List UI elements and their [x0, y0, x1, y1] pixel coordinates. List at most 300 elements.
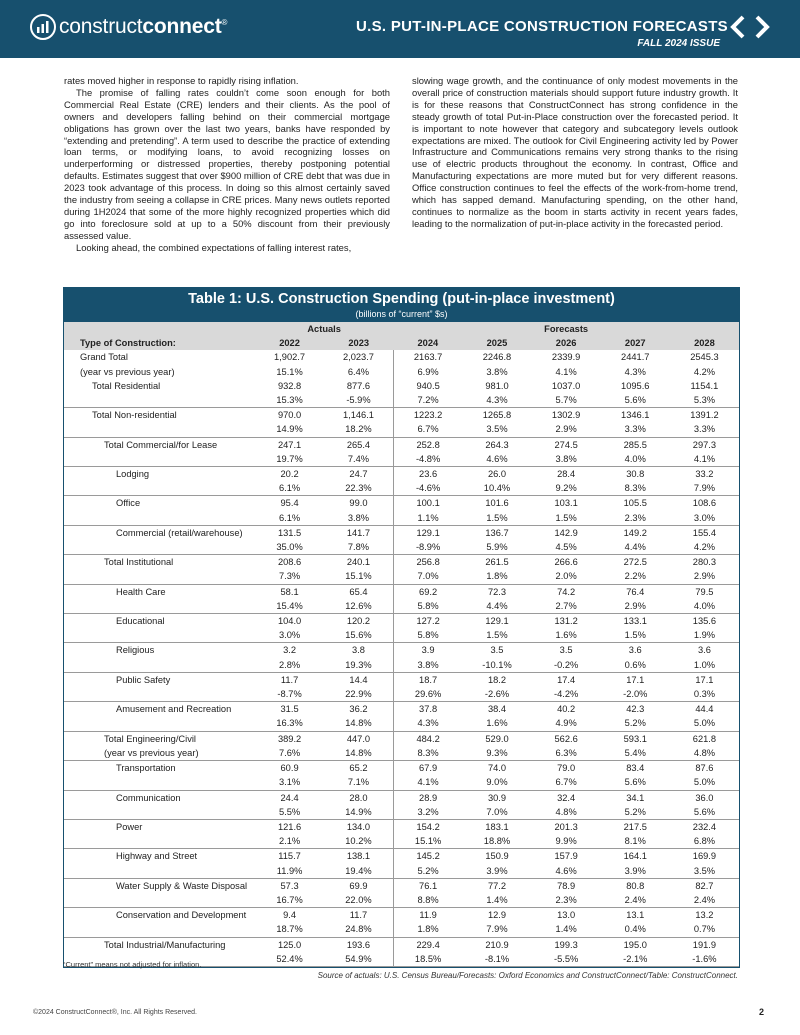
pct-cell: 7.1%: [324, 775, 393, 790]
type-header: Type of Construction:: [64, 336, 255, 350]
value-cell: 24.4: [280, 792, 299, 803]
pct-cell: 3.8%: [393, 658, 462, 673]
value-cell: 2339.9: [551, 352, 581, 363]
value-cell: 24.7: [349, 469, 368, 480]
value-cell: 11.7: [280, 674, 299, 685]
pct-cell: -4.8%: [393, 452, 462, 467]
table-row: [64, 819, 739, 834]
value-cell: 3.6: [628, 645, 642, 656]
pct-cell: 2.3%: [532, 893, 601, 908]
row-label: Lodging: [116, 469, 150, 480]
pct-cell: -1.6%: [670, 952, 739, 967]
pct-cell: 12.6%: [324, 599, 393, 614]
table-row-pct: [64, 365, 739, 379]
table-row-pct: [64, 864, 739, 879]
pct-cell: -4.6%: [393, 481, 462, 496]
value-cell: 28.9: [393, 790, 462, 805]
table-row: [64, 790, 739, 805]
value-cell: 77.2: [487, 880, 507, 891]
value-cell: 3.9: [393, 643, 462, 658]
pct-cell: 1.8%: [462, 569, 531, 584]
table-row-pct: [64, 805, 739, 820]
pct-cell: 1.5%: [462, 511, 531, 526]
row-sublabel: [64, 922, 255, 937]
value-cell: 30.9: [487, 792, 507, 803]
pct-cell: -4.2%: [532, 687, 601, 702]
table-row-pct: [64, 658, 739, 673]
pct-cell: 15.1%: [276, 366, 303, 377]
year-header: 2023: [324, 336, 393, 350]
value-cell: 217.5: [623, 821, 647, 832]
inflation-note: “Current” means not adjusted for inflation.: [63, 960, 202, 969]
table-row-pct: [64, 893, 739, 908]
table-row: [64, 908, 739, 923]
value-cell: 274.5: [554, 439, 578, 450]
value-cell: 32.4: [557, 792, 576, 803]
value-cell: 2545.3: [690, 352, 719, 363]
value-cell: 74.2: [557, 586, 576, 597]
table-row-pct: [64, 569, 739, 584]
table-row-pct: [64, 481, 739, 496]
row-label: Amusement and Recreation: [116, 704, 232, 715]
row-sublabel: [64, 599, 255, 614]
value-cell: 201.3: [554, 821, 578, 832]
pct-cell: 3.0%: [255, 628, 324, 643]
value-cell: 195.0: [623, 939, 647, 950]
table-row: [64, 937, 739, 952]
value-cell: 529.0: [485, 733, 509, 744]
value-cell: 79.5: [695, 586, 714, 597]
pct-cell: 3.8%: [532, 452, 601, 467]
table-row: [64, 702, 739, 717]
pct-cell: 5.3%: [670, 393, 739, 408]
value-cell: 154.2: [393, 819, 462, 834]
pct-cell: 16.7%: [255, 893, 324, 908]
value-cell: 208.6: [277, 557, 302, 568]
value-cell: 134.0: [346, 821, 371, 832]
row-label: Water Supply & Waste Disposal: [116, 880, 248, 891]
pct-cell: 3.3%: [601, 422, 670, 437]
pct-cell: 2.2%: [601, 569, 670, 584]
value-cell: 1346.1: [621, 410, 650, 421]
value-cell: 135.6: [692, 616, 717, 627]
value-cell: 76.4: [626, 586, 645, 597]
pct-cell: 5.5%: [255, 805, 324, 820]
page-header: [0, 0, 800, 58]
value-cell: 13.1: [626, 910, 645, 921]
pct-cell: 2.0%: [532, 569, 601, 584]
pct-cell: 3.2%: [393, 805, 462, 820]
pct-cell: 0.6%: [601, 658, 670, 673]
row-label: Religious: [116, 645, 155, 656]
value-cell: 155.4: [692, 527, 717, 538]
value-cell: 877.6: [346, 380, 371, 391]
forecasts-header: Forecasts: [393, 322, 739, 336]
chevron-right-icon[interactable]: [751, 14, 773, 40]
pct-cell: 7.9%: [670, 481, 739, 496]
pct-cell: 1.8%: [393, 922, 462, 937]
pct-cell: 6.1%: [255, 511, 324, 526]
value-cell: 1223.2: [393, 408, 462, 423]
value-cell: 265.4: [346, 439, 371, 450]
value-cell: 3.5: [490, 645, 504, 656]
table-row: [64, 614, 739, 629]
value-cell: 264.3: [485, 439, 509, 450]
value-cell: 247.1: [277, 439, 302, 450]
pct-cell: 1.1%: [393, 511, 462, 526]
pct-cell: 19.7%: [255, 452, 324, 467]
pct-cell: 8.1%: [601, 834, 670, 849]
group-header-row: [64, 322, 739, 336]
value-cell: 74.0: [487, 763, 507, 774]
value-cell: 100.1: [393, 496, 462, 511]
pct-cell: 15.6%: [324, 628, 393, 643]
constructconnect-logo[interactable]: [30, 14, 227, 40]
pct-cell: 11.9%: [255, 864, 324, 879]
pct-cell: 8.3%: [601, 481, 670, 496]
pct-cell: -10.1%: [462, 658, 531, 673]
data-table: [64, 322, 739, 967]
value-cell: 87.6: [695, 763, 714, 774]
value-cell: 28.4: [557, 469, 576, 480]
table-row-pct: [64, 687, 739, 702]
table-row: [64, 761, 739, 776]
pct-cell: 4.6%: [532, 864, 601, 879]
pct-cell: 5.9%: [462, 540, 531, 555]
value-cell: 1037.0: [551, 380, 581, 391]
pct-cell: 6.1%: [255, 481, 324, 496]
value-cell: 80.8: [626, 880, 645, 891]
paragraph: The promise of falling rates couldn’t come soon enough for both Commercial Real Estate (CRE) lenders and their clients. As the pool of owners and developers falling behind on their commercial mortgage obligations has grown over the last two years, banks have responded by “extending and pretending”. A term used to describe the practice of extending loan terms, or modifying loans, to avoid recognizing losses on underperforming or distressed properties, thereby postponing potential defaults. Estimates suggest that over $900 million of CRE debt that was due in 2023 took advantage of this process. In doing so this almost certainly saved the industry from seeing a collapse in CRE prices. Many news outlets reported during 1H2024 that some of the more highly recognized properties which did go into foreclosure sold at up to a 50% discount from their previously assessed value.: [64, 86, 390, 241]
pct-cell: -5.5%: [532, 952, 601, 967]
pct-cell: 1.5%: [462, 628, 531, 643]
value-cell: 164.1: [623, 851, 647, 862]
pct-cell: -5.9%: [324, 393, 393, 408]
table-row: [64, 878, 739, 893]
row-sublabel: [64, 422, 255, 437]
value-cell: 101.6: [485, 498, 509, 509]
row-sublabel: [64, 864, 255, 879]
row-label: Total Industrial/Manufacturing: [104, 939, 226, 950]
pct-cell: -2.6%: [462, 687, 531, 702]
table-row: [64, 555, 739, 570]
value-cell: 621.8: [692, 733, 717, 744]
pct-cell: 4.3%: [393, 716, 462, 731]
pct-cell: 1.6%: [532, 628, 601, 643]
value-cell: 199.3: [554, 939, 578, 950]
pct-cell: 5.8%: [393, 628, 462, 643]
row-sublabel: [64, 716, 255, 731]
pct-cell: 0.4%: [601, 922, 670, 937]
row-sublabel: [64, 893, 255, 908]
pct-cell: 2.1%: [255, 834, 324, 849]
value-cell: 11.9: [393, 908, 462, 923]
row-sublabel: [64, 540, 255, 555]
pct-cell: 10.4%: [462, 481, 531, 496]
pct-cell: 19.4%: [324, 864, 393, 879]
pct-cell: 8.3%: [393, 746, 462, 761]
pct-cell: 18.7%: [255, 922, 324, 937]
value-cell: 34.1: [626, 792, 645, 803]
value-cell: 193.6: [346, 939, 371, 950]
pct-cell: 3.9%: [601, 864, 670, 879]
pct-cell: 4.1%: [555, 366, 577, 377]
pct-cell: 9.9%: [532, 834, 601, 849]
pct-cell: 7.4%: [324, 452, 393, 467]
pct-cell: 1.9%: [670, 628, 739, 643]
body-text: [64, 75, 738, 254]
table-row: [64, 408, 739, 423]
table-row: [64, 379, 739, 393]
value-cell: 20.2: [280, 469, 299, 480]
row-sublabel: [64, 805, 255, 820]
value-cell: 69.2: [393, 584, 462, 599]
pct-cell: 2.9%: [532, 422, 601, 437]
value-cell: 37.8: [393, 702, 462, 717]
row-label: Power: [116, 821, 143, 832]
row-label: Total Institutional: [104, 557, 174, 568]
value-cell: 1265.8: [482, 410, 512, 421]
year-header: 2024: [393, 336, 462, 350]
pct-cell: 6.7%: [393, 422, 462, 437]
pct-cell: 4.6%: [462, 452, 531, 467]
value-cell: 65.4: [349, 586, 368, 597]
value-cell: 120.2: [346, 616, 371, 627]
value-cell: 95.4: [280, 498, 299, 509]
pct-cell: 7.0%: [393, 569, 462, 584]
pct-cell: 5.7%: [532, 393, 601, 408]
table-row-pct: [64, 716, 739, 731]
value-cell: 256.8: [393, 555, 462, 570]
pct-cell: 5.0%: [670, 775, 739, 790]
table-subtitle: (billions of “current” $s): [355, 309, 448, 319]
pct-cell: 9.3%: [462, 746, 531, 761]
logo-text: constructconnect®: [59, 15, 228, 38]
pct-cell: 3.8%: [324, 511, 393, 526]
table-row-pct: [64, 775, 739, 790]
value-cell: 3.6: [697, 645, 711, 656]
pct-cell: 18.2%: [324, 422, 393, 437]
pct-cell: -8.1%: [462, 952, 531, 967]
pct-cell: 1.4%: [462, 893, 531, 908]
value-cell: 11.7: [349, 910, 368, 921]
pct-cell: 5.8%: [393, 599, 462, 614]
value-cell: 131.2: [554, 616, 578, 627]
pct-cell: 3.5%: [670, 864, 739, 879]
pct-cell: 3.5%: [462, 422, 531, 437]
pct-cell: 7.3%: [255, 569, 324, 584]
value-cell: 67.9: [393, 761, 462, 776]
value-cell: 593.1: [623, 733, 647, 744]
value-cell: 12.9: [487, 910, 507, 921]
pct-cell: 22.3%: [324, 481, 393, 496]
pct-cell: 2.8%: [255, 658, 324, 673]
table-row-pct: [64, 922, 739, 937]
pct-cell: 29.6%: [393, 687, 462, 702]
table-row-pct: [64, 452, 739, 467]
value-cell: 252.8: [393, 437, 462, 452]
value-cell: 115.7: [278, 851, 301, 862]
row-sublabel: [64, 687, 255, 702]
table-row-pct: [64, 511, 739, 526]
table-row-pct: [64, 834, 739, 849]
value-cell: 133.1: [623, 616, 647, 627]
pct-cell: 6.4%: [347, 366, 370, 377]
value-cell: 76.1: [393, 878, 462, 893]
paragraph: rates moved higher in response to rapidly rising inflation.: [64, 75, 299, 86]
value-cell: 447.0: [346, 733, 371, 744]
pct-cell: 22.9%: [324, 687, 393, 702]
row-sublabel: [64, 452, 255, 467]
row-label: Public Safety: [116, 674, 171, 685]
pct-cell: 18.5%: [393, 952, 462, 967]
value-cell: 38.4: [487, 704, 507, 715]
value-cell: 2,023.7: [342, 352, 374, 363]
pct-cell: 6.7%: [532, 775, 601, 790]
value-cell: 129.1: [485, 616, 509, 627]
value-cell: 30.8: [626, 469, 645, 480]
pct-cell: 7.0%: [462, 805, 531, 820]
table-row: [64, 643, 739, 658]
value-cell: 145.2: [393, 849, 462, 864]
pct-cell: 3.9%: [462, 864, 531, 879]
pct-cell: 5.4%: [601, 746, 670, 761]
source-note: Source of actuals: U.S. Census Bureau/Forecasts: Oxford Economics and ConstructConnect/Table: ConstructConnect.: [317, 971, 738, 980]
text-column-right: [412, 75, 738, 254]
pct-cell: 15.1%: [393, 834, 462, 849]
pct-cell: 9.2%: [532, 481, 601, 496]
table-row-pct: [64, 628, 739, 643]
pct-cell: -2.1%: [601, 952, 670, 967]
table-row: [64, 849, 739, 864]
issue-label: FALL 2024 ISSUE: [637, 38, 720, 49]
year-header: 2025: [462, 336, 531, 350]
construction-spending-table: [63, 287, 740, 968]
pct-cell: 9.0%: [462, 775, 531, 790]
value-cell: 970.0: [277, 410, 302, 421]
row-label: Total Commercial/for Lease: [104, 439, 218, 450]
row-label: Total Engineering/Civil: [104, 733, 196, 744]
pct-cell: 14.8%: [324, 716, 393, 731]
table-row-pct: [64, 746, 739, 761]
pct-cell: 15.4%: [255, 599, 324, 614]
value-cell: 210.9: [485, 939, 509, 950]
value-cell: 31.5: [280, 704, 299, 715]
row-label: Total Non-residential: [92, 410, 177, 421]
pct-cell: 3.1%: [255, 775, 324, 790]
pct-cell: 19.3%: [324, 658, 393, 673]
value-cell: 141.7: [346, 527, 371, 538]
pct-cell: 52.4%: [255, 952, 324, 967]
value-cell: 129.1: [393, 525, 462, 540]
value-cell: 157.9: [554, 851, 578, 862]
value-cell: 1391.2: [690, 410, 719, 421]
row-sublabel: (year vs previous year): [80, 366, 175, 377]
pct-cell: 2.3%: [601, 511, 670, 526]
value-cell: 142.9: [554, 527, 578, 538]
pct-cell: 7.9%: [462, 922, 531, 937]
pct-cell: 1.6%: [462, 716, 531, 731]
pct-cell: 35.0%: [255, 540, 324, 555]
value-cell: 40.2: [557, 704, 576, 715]
row-sublabel: (year vs previous year): [64, 746, 255, 761]
value-cell: 103.1: [554, 498, 578, 509]
year-header: 2028: [670, 336, 739, 350]
pct-cell: 22.0%: [324, 893, 393, 908]
pct-cell: 0.7%: [670, 922, 739, 937]
value-cell: 232.4: [692, 821, 717, 832]
pct-cell: 5.6%: [601, 393, 670, 408]
row-label: Office: [116, 498, 141, 509]
pct-cell: 2.4%: [601, 893, 670, 908]
chevron-left-icon[interactable]: [727, 14, 749, 40]
value-cell: 191.9: [692, 939, 717, 950]
value-cell: 3.2: [283, 645, 297, 656]
row-label: Transportation: [116, 763, 176, 774]
value-cell: 183.1: [485, 821, 509, 832]
value-cell: 108.6: [692, 498, 717, 509]
table-row-pct: [64, 393, 739, 408]
pct-cell: 6.3%: [532, 746, 601, 761]
pct-cell: 4.0%: [601, 452, 670, 467]
value-cell: 82.7: [695, 880, 714, 891]
value-cell: 17.1: [626, 674, 645, 685]
row-sublabel: [64, 569, 255, 584]
pct-cell: 5.6%: [670, 805, 739, 820]
value-cell: 484.2: [393, 731, 462, 746]
pct-cell: 10.2%: [324, 834, 393, 849]
table-row-pct: [64, 540, 739, 555]
value-cell: 272.5: [623, 557, 647, 568]
value-cell: 104.0: [277, 616, 302, 627]
table-row: [64, 525, 739, 540]
pct-cell: 1.4%: [532, 922, 601, 937]
table-body: [64, 350, 739, 966]
value-cell: 285.5: [623, 439, 647, 450]
pct-cell: 7.8%: [324, 540, 393, 555]
year-header: 2022: [255, 336, 324, 350]
value-cell: 17.4: [557, 674, 576, 685]
pct-cell: 0.3%: [670, 687, 739, 702]
pct-cell: 1.5%: [532, 511, 601, 526]
value-cell: 42.3: [626, 704, 645, 715]
actuals-header: Actuals: [255, 322, 393, 336]
pct-cell: 2.9%: [601, 599, 670, 614]
table-row: [64, 467, 739, 482]
value-cell: 131.5: [277, 527, 302, 538]
pct-cell: 5.2%: [601, 805, 670, 820]
value-cell: 36.2: [349, 704, 368, 715]
value-cell: 28.0: [349, 792, 368, 803]
value-cell: 136.7: [485, 527, 509, 538]
value-cell: 18.2: [487, 674, 507, 685]
value-cell: 2441.7: [621, 352, 650, 363]
pct-cell: 14.9%: [255, 422, 324, 437]
value-cell: 58.1: [280, 586, 299, 597]
value-cell: 150.9: [485, 851, 509, 862]
pct-cell: 54.9%: [324, 952, 393, 967]
value-cell: 2163.7: [393, 350, 462, 364]
row-label: Grand Total: [80, 352, 128, 363]
value-cell: 83.4: [626, 763, 645, 774]
pct-cell: -2.0%: [601, 687, 670, 702]
value-cell: 3.8: [351, 645, 365, 656]
value-cell: 13.0: [557, 910, 576, 921]
value-cell: 280.3: [692, 557, 717, 568]
pct-cell: 4.5%: [532, 540, 601, 555]
table-row: [64, 672, 739, 687]
row-label: Communication: [116, 792, 181, 803]
